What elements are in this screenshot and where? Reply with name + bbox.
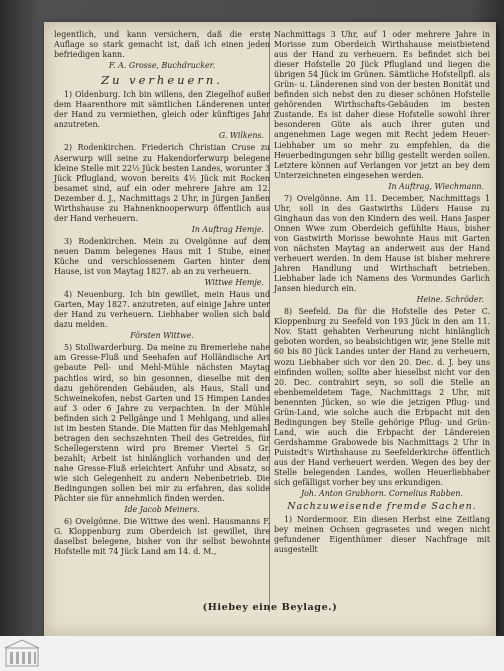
notice-8-signature: Joh. Anton Grabhorn. Cornelius Rabben.: [300, 489, 464, 499]
left-column: [54, 30, 270, 558]
bottom-strip: [0, 636, 504, 671]
notice-3: 3) Rodenkirchen. Mein zu Ovelgönne auf dem neuen Damm belegenes Haus mit 1 Stube, einer Küche und verschlossenem Garten hinter dem Hause, ist von Maytag 1827. ab an zu verheuern.: [54, 236, 270, 277]
notice-7: 7) Ovelgönne. Am 11. December, Nachmittags 1 Uhr, soll in des Gastwirths Lüders Hause zu Ginghaun das von den Kindern des weil. Hans Jasper Onnen Wwe zum Oberdeich gefühlte Haus, bisher von Gastwirth Morisse bewohnte Haus mit Garten von nächsten Maytag an anderweit aus der Hand verheuert werden. In dem Hause ist bisher mehrere Jahren Handlung und Wirthschaft betrieben. Liebhaber lade ich Namens des Vormundes Garlich Jansen hiedurch ein.: [274, 193, 490, 294]
notice-4: 4) Neuenburg. Ich bin gewillet, mein Haus und Garten, May 1827. anzutreten, auf einige Jahre unter der Hand zu verheuern. Liebhaber wollen sich bald dazu melden.: [54, 290, 270, 330]
notice-1: 1) Oldenburg. Ich bin willens, den Ziegelhof außer dem Haarenthore mit sämtlichen Länderenen unter der Hand zu vermiethen, gleich oder künftiges Jahr anzutreten.: [54, 90, 270, 130]
library-building-icon: [4, 638, 40, 668]
notice-5: 5) Stollwarderburg. Da meine zu Bremerlehe nahe am Gresse-Fluß und Seehafen auf Holländische Art gebaute Pell- und Mehl-Mühle nächsten Maytag pachtlos wird, so bin gesonnen, dieselbe mit den dazu gehörenden Gebäuden, als Haus, Stall und Schweinekofen, nebst Garten und 15 Himpen Landes auf 3 oder 6 Jahre zu verpachten. In der Mühle befinden sich 2 Pellgänge und 1 Mehlgang, und alles ist im besten Stande. Die Matten für das Mehlgemahl betragen den sechszehnten Theil des Getreides, für Schellegerstenn wird pro Bremer Viertel 5 Gr. bezahlt; Arbeit ist hinlänglich vorhanden und der nahe Gresse-Fluß erleichtert Anfuhr und Absatz, so wie sich Gelegenheit zu andern Nebenbetrieb. Die Bedingungen sollen bei mir zu erfahren, das solide Pächter sie für annehmlich finden werden.: [54, 343, 270, 504]
notice-3-signature: Wittwe Hemje.: [204, 278, 264, 288]
supplement-note: (Hiebey eine Beylage.): [202, 602, 338, 613]
right-column: [274, 30, 490, 556]
notice-6: 6) Ovelgönne. Die Wittwe des wenl. Hausmanns F. G. Kloppenburg zum Oberdeich ist gewillet, ihre daselbst belegene, bisher von ihr selbst bewohnte Hofstelle mit 74 Jück Land am 14. d. M.,: [54, 517, 270, 557]
section-heading-verheuern: Zu verheuern.: [101, 73, 223, 88]
notice-6-signature: In Auftrag, Wiechmann.: [388, 181, 484, 191]
notice-8: 8) Seefeld. Da für die Hofstelle des Peter C. Kloppenburg zu Seefeld von 193 Jück in den am 11. Nov. Statt gehabten Verheurung nicht hinlänglich geboten worden, so beabsichtigen wir, jene Stelle mit 60 bis 80 Jück Landes unter der Hand zu verheuern, wozu Liebhaber sich vor den 20. Dec. d. J. bey uns einfinden wollen; sollte aber hieselbst nicht vor den 20. Dec. contrahirt seyn, so soll die Stelle an ebenbemeldetem Tage, Nachmittags 2 Uhr, mit benennten Jücken, so wie die jetzigen Pflug- und Grün-Land, wie solche auch die Erbpacht mit den Bedingungen bey Stelle gehörige Pflug- und Grün-Land, wie auch die Erbpacht der Ländereien Gerdshamme Grabowede bis Nachmittags 2 Uhr in Puistedt's Wirthshause zu Seefelderkirche öffentlich aus der Hand verheuert werden. Wegen des bey der Stelle belegenden Landes, wollen Heuerliebhaber sich gefälligst vorher bey uns erkundigen.: [274, 307, 490, 488]
notice-4-signature: Försten Wittwe.: [130, 331, 194, 341]
document-page: [44, 22, 496, 636]
section-heading-fremde-sachen: Nachzuweisende fremde Sachen.: [287, 501, 477, 513]
notice-2-signature: In Auftrag Hemje.: [191, 224, 264, 234]
intro-signature: F. A. Grosse, Buchdrucker.: [108, 61, 216, 71]
found-item-1: 1) Nordermoor. Ein diesen Herbst eine Zeitlang bey meinen Ochsen gegrasetes und wegen nicht gefundener Eigenthümer dieser Nachfrage mit ausgestellt: [274, 515, 490, 555]
notice-5-signature: Ide Jacob Meiners.: [124, 505, 200, 515]
notice-2: 2) Rodenkirchen. Friederich Christian Cruse zu Aserwurp will seine zu Hakendorferwurp belegene kleine Stelle mit 22½ Jück besten Landes, worunter 3 Jück Pflugland, wovon bereits 4½ Jück mit Rocken besamet sind, auf ein oder mehrere Jahre am 12. Dezember d. J., Nachmittags 2 Uhr, in Jürgen Janßen Wirthshause zu Hahnenknooperwurp öffentlich aus der Hand verheuern.: [54, 143, 270, 223]
notice-6-continued: Nachmittags 3 Uhr, auf 1 oder mehrere Jahre in Morisse zum Oberdeich Wirthshause meistbietend aus der Hand zu verheuern. Es befindet sich bei dieser Hofstelle 20 Jück Pflugland und liegen die übrigen 54 Jück im Grünen. Sämtliche Hofstellpfl. als Grün- u. Länderenen sind von der besten Bonität und befinden sich nebst den zu dieser schönen Hofstelle gehörenden Wirthschafts-Gebäuden im besten Zustande. Es ist daher diese Hofstelle sowohl ihrer besonderen Güte als auch ihrer guten und angenehmen Lage wegen mit Recht jedem Heuer-Liebhaber um so mehr zu empfehlen, da die Heuerbedingungen sehr billig gestellt werden sollen. Letztere können auf Verlangen vor jetzt an bey dem Unterzeichneten eingesehen werden.: [274, 30, 490, 180]
notice-7-signature: Heine. Schröder.: [416, 295, 484, 305]
notice-1-signature: G. Wilkens.: [218, 131, 264, 141]
intro-paragraph: legentlich, und kann versichern, daß die erste Auflage so stark gemacht ist, daß ich einen jeden befriedigen kann.: [54, 30, 270, 60]
